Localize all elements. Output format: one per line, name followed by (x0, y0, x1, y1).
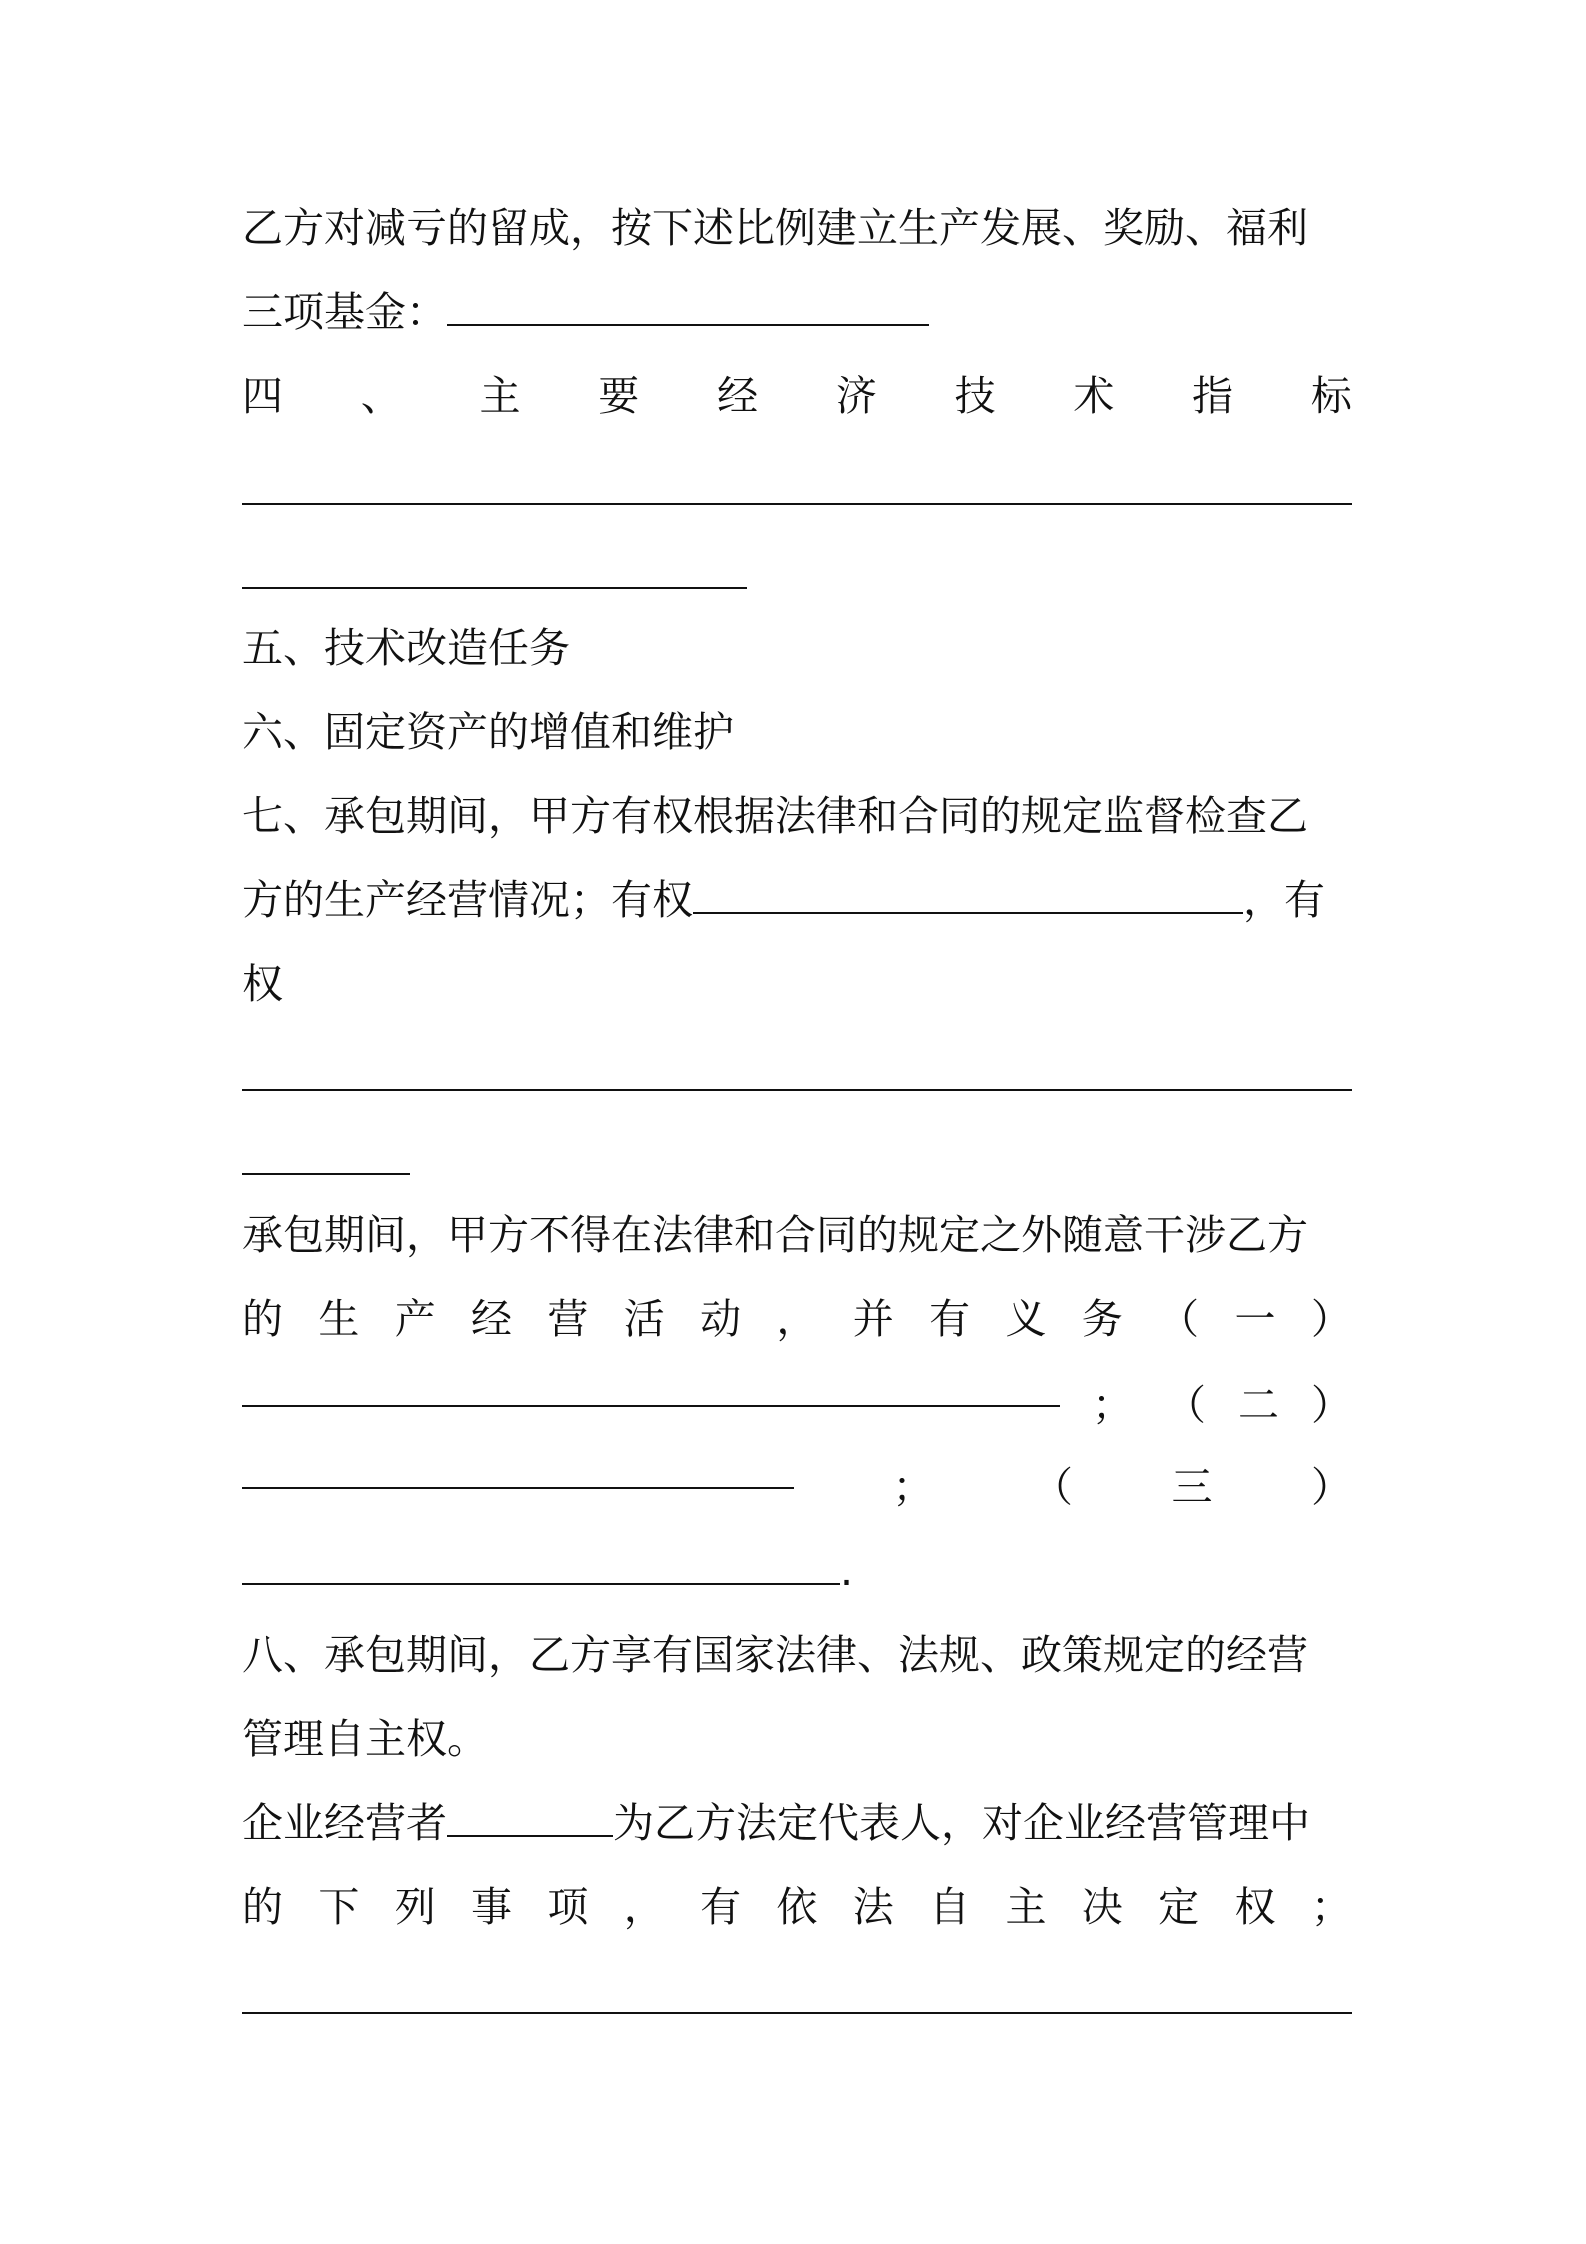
para-fund-allocation: 乙方对减亏的留成，按下述比例建立生产发展、奖励、福利 (242, 204, 1308, 252)
obligation-char: 有 (929, 1295, 971, 1343)
para-legal-representative (242, 1799, 1310, 1847)
obligation-char: ； (1092, 1381, 1133, 1429)
decision-char: 的 (242, 1883, 283, 1931)
decision-char: ； (1310, 1883, 1352, 1931)
obligation-char: 产 (394, 1295, 436, 1343)
period-mark: . (840, 1547, 854, 1595)
decision-char: 项 (547, 1883, 589, 1931)
decision-char: 法 (852, 1883, 894, 1931)
heading-char: 、 (360, 372, 402, 420)
para-no-interference: 承包期间，甲方不得在法律和合同的规定之外随意干涉乙方 (242, 1211, 1308, 1259)
para-obligation-two (242, 1381, 1352, 1429)
para-obligation-three (242, 1463, 1352, 1511)
decision-char: 事 (471, 1883, 513, 1931)
obligation-char: （ (1158, 1295, 1200, 1343)
decision-char: 自 (929, 1883, 971, 1931)
decision-char: 有 (700, 1883, 742, 1931)
obligation-char: 动 (700, 1295, 742, 1343)
para-obligation-end (242, 1547, 854, 1595)
obligation-char: 义 (1005, 1295, 1047, 1343)
obligation-char: 三 (1171, 1463, 1213, 1511)
para-party-a-rights: 七、承包期间，甲方有权根据法律和合同的规定监督检查乙 (242, 792, 1308, 840)
obligation-char: ） (1310, 1295, 1352, 1343)
heading-char: 标 (1310, 372, 1352, 420)
heading-char: 经 (717, 372, 759, 420)
obligation-char: ） (1311, 1463, 1352, 1511)
blank-line (447, 323, 929, 326)
heading-fixed-assets: 六、固定资产的增值和维护 (242, 708, 734, 756)
obligation-char: ； (892, 1463, 934, 1511)
three-funds-label: 三项基金： (242, 288, 447, 336)
para-party-b-autonomy-cont: 管理自主权。 (242, 1715, 488, 1763)
blank-line (242, 1582, 840, 1585)
obligation-char: （ (1032, 1463, 1073, 1511)
obligation-char: （ (1165, 1381, 1206, 1429)
obligation-char: ） (1311, 1381, 1352, 1429)
heading-char: 要 (598, 372, 640, 420)
para-party-a-rights-cont (242, 876, 1325, 924)
blank-line (242, 2012, 1352, 2014)
obligation-char: 生 (318, 1295, 360, 1343)
obligation-char: 二 (1238, 1381, 1279, 1429)
decision-char: 决 (1081, 1883, 1123, 1931)
obligation-char: 务 (1081, 1295, 1123, 1343)
blank-line (242, 1404, 1060, 1407)
para-decision-rights (242, 1883, 1352, 1931)
decision-char: 主 (1005, 1883, 1047, 1931)
operator-label: 企业经营者 (242, 1799, 447, 1847)
obligation-char: 的 (242, 1295, 283, 1343)
blank-line (242, 1486, 794, 1489)
blank-line (242, 503, 1352, 505)
decision-char: 权 (1234, 1883, 1276, 1931)
blank-line (242, 587, 747, 589)
obligation-char: 活 (623, 1295, 665, 1343)
obligation-char: 营 (547, 1295, 589, 1343)
obligation-char: 一 (1234, 1295, 1276, 1343)
heading-char: 主 (479, 372, 521, 420)
heading-char: 指 (1192, 372, 1234, 420)
representative-text: 为乙方法定代表人，对企业经营管理中 (613, 1799, 1310, 1847)
decision-char: 定 (1158, 1883, 1200, 1931)
para-obligations (242, 1295, 1352, 1343)
blank-line (242, 1089, 1352, 1091)
rights-text: 方的生产经营情况；有权 (242, 876, 693, 924)
blank-line (447, 1834, 613, 1837)
heading-char: 技 (954, 372, 996, 420)
obligation-char: ， (776, 1295, 818, 1343)
heading-char: 济 (835, 372, 877, 420)
decision-char: 下 (318, 1883, 360, 1931)
heading-char: 术 (1073, 372, 1115, 420)
rights-text-tail: ，有 (1243, 876, 1325, 924)
heading-tech-renovation: 五、技术改造任务 (242, 624, 570, 672)
decision-char: ， (623, 1883, 665, 1931)
blank-line (242, 1173, 410, 1175)
decision-char: 依 (776, 1883, 818, 1931)
obligation-char: 并 (852, 1295, 894, 1343)
decision-char: 列 (394, 1883, 436, 1931)
heading-char: 四 (242, 372, 283, 420)
blank-line (693, 911, 1243, 914)
para-party-b-autonomy: 八、承包期间，乙方享有国家法律、法规、政策规定的经营 (242, 1631, 1308, 1679)
para-three-funds (242, 288, 929, 336)
obligation-char: 经 (471, 1295, 513, 1343)
heading-economic-indicators (242, 372, 1352, 420)
para-rights-word: 权 (242, 960, 283, 1008)
